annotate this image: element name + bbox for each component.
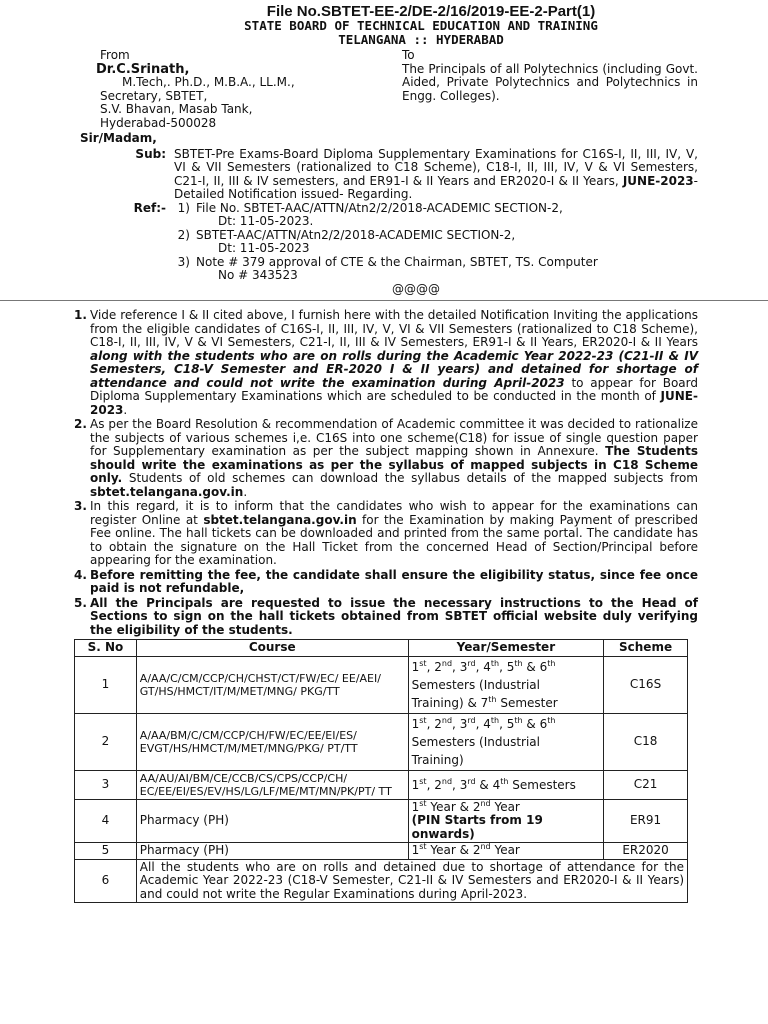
reference-number: 2) <box>177 227 190 242</box>
semester-cell: 1st, 2nd, 3rd, 4th, 5th & 6th Semesters (Industrial Training) <box>408 713 603 770</box>
reference-label: Ref:- <box>133 200 166 215</box>
table-row <box>75 656 688 713</box>
serial-number: 4 <box>75 799 137 843</box>
paragraph-text: Before remitting the fee, the candidate shall ensure the eligibility status, since fee once paid is not refundable, <box>90 567 698 595</box>
to-block <box>390 49 698 130</box>
address-block <box>84 49 698 130</box>
column-header: Course <box>136 640 408 657</box>
course-cell: A/AA/C/CM/CCP/CH/CHST/CT/FW/EC/ EE/AEI/ GT/HS/HMCT/IT/M/MET/MNG/ PKG/TT <box>136 656 408 713</box>
paragraph-number: 1. <box>74 308 87 322</box>
separator-symbols: @@@@ <box>392 281 440 296</box>
column-header: S. No <box>75 640 137 657</box>
paragraph-run: for the Examination by making Payment of prescribed Fee online. The hall tickets can be downloaded and printed from the same portal. The candidate has to obtain the signature on the Hall Ticket from the concerned Head of Section/Principal before appearing for the examination. <box>90 512 698 567</box>
paragraph-number: 5. <box>74 595 87 610</box>
paragraph-number: 2. <box>74 417 87 431</box>
from-block <box>84 49 390 130</box>
reference-text: File No. SBTET-AAC/ATTN/Atn2/2/2018-ACADEMIC SECTION-2, <box>196 200 563 215</box>
board-location: TELANGANA :: HYDERABAD <box>338 32 504 47</box>
reference-date: Dt: 11-05-2023. <box>218 214 314 228</box>
semester-cell: 1st, 2nd, 3rd & 4th Semesters <box>408 770 603 799</box>
table-row <box>75 799 688 843</box>
reference-number: 1) <box>177 200 190 215</box>
subject-block <box>84 148 698 202</box>
eligibility-table <box>74 639 688 903</box>
paragraph-run: to appear for Board Diploma Supplementary Examinations which are scheduled to be conducted in the month of <box>90 375 698 403</box>
paragraph-run: Vide reference I & II cited above, I furnish here with the detailed Notification Inviting the applications from the eligible candidates of C16S-I, II, III, IV, V, VI & VII Semesters (rationalized to C18 Scheme), C18-I, II, III, IV, V & VI Semesters, C21-I, II, III & IV Semesters, ER91-I & II Years, ER2020-I & II Years <box>90 308 698 349</box>
sender-address-line2: Hyderabad-500028 <box>100 115 217 130</box>
table-row <box>75 843 688 860</box>
reference-block <box>84 202 698 283</box>
reference-text: SBTET-AAC/ATTN/Atn2/2/2018-ACADEMIC SECTION-2, <box>196 227 516 242</box>
subject-text <box>174 148 698 202</box>
paragraph-emphasis: along with the students who are on rolls during the Academic Year 2022-23 (C21-II & IV Semesters, C18-V Semester and ER-2020 I & II years) and detained for shortage of attendance and could not write the examination during April-2023 <box>90 348 698 390</box>
reference-number: 3) <box>177 254 190 269</box>
scheme-cell: ER91 <box>604 799 688 843</box>
paragraph-run: . <box>243 484 248 499</box>
reference-text: Note # 379 approval of CTE & the Chairman, SBTET, TS. Computer <box>196 254 598 269</box>
subject-month: JUNE-2023 <box>622 173 694 188</box>
subject-label: Sub: <box>135 146 166 161</box>
paragraph-text <box>90 309 698 417</box>
paragraph-1 <box>74 308 698 417</box>
board-name: STATE BOARD OF TECHNICAL EDUCATION AND TRAINING <box>244 18 598 33</box>
salutation: Sir/Madam, <box>80 131 157 145</box>
course-cell: Pharmacy (PH) <box>136 843 408 860</box>
table-row <box>75 713 688 770</box>
table-header-row <box>75 640 688 657</box>
subject-text-part2: -Detailed Notification issued- Regarding. <box>174 173 698 201</box>
semester-cell: 1st Year & 2nd Year <box>408 843 603 860</box>
paragraph-strong: The Students should write the examinations as per the syllabus of mapped subjects in C18 Scheme only. <box>90 444 698 485</box>
scheme-cell: C21 <box>604 770 688 799</box>
serial-number: 1 <box>75 656 137 713</box>
semester-cell: 1st Year & 2nd Year (PIN Starts from 19 onwards) <box>408 799 603 843</box>
course-cell: AA/AU/AI/BM/CE/CCB/CS/CPS/CCP/CH/ EC/EE/EI/ES/EV/HS/LG/LF/ME/MT/MN/PK/PT/ TT <box>136 770 408 799</box>
paragraph-run: As per the Board Resolution & recommendation of Academic committee it was decided to rationalize the subjects of various schemes i,e. C16S into one scheme(C18) for issue of single question paper for Supplementary examination as per the subject mapping shown in Annexure. <box>90 417 698 458</box>
file-number: File No.SBTET-EE-2/DE-2/16/2019-EE-2-Part(1) <box>266 3 596 20</box>
paragraph-run: . <box>123 402 128 417</box>
serial-number: 6 <box>75 859 137 903</box>
reference-item <box>174 229 698 256</box>
recipient-text: The Principals of all Polytechnics (including Govt. Aided, Private Polytechnics and Polytechnics in Engg. Colleges). <box>402 61 698 103</box>
reference-item <box>174 256 698 283</box>
reference-date: No # 343523 <box>218 268 298 282</box>
paragraph-text: All the Principals are requested to issue the necessary instructions to the Head of Sections to sign on the hall tickets obtained from SBTET official website duly verifying the eligibility of the students. <box>90 595 698 637</box>
table-row <box>75 859 688 903</box>
paragraph-3 <box>74 499 698 568</box>
scheme-cell: ER2020 <box>604 843 688 860</box>
course-cell: Pharmacy (PH) <box>136 799 408 843</box>
column-header: Scheme <box>604 640 688 657</box>
reference-date: Dt: 11-05-2023 <box>218 241 310 255</box>
from-label: From <box>100 48 130 62</box>
sender-qualifications: M.Tech,. Ph.D., M.B.A., LL.M., <box>122 75 295 89</box>
reference-item <box>174 202 698 229</box>
paragraph-text <box>90 500 698 568</box>
website-link[interactable]: sbtet.telangana.gov.in <box>203 512 357 527</box>
paragraph-text <box>90 418 698 499</box>
detained-students-note: All the students who are on rolls and detained due to shortage of attendance for the Academic Year 2022-23 (C18-V Semester, C21-II & IV Semesters and ER2020-I & II Years) and could not write the Regular Examinations during April-2023. <box>136 859 687 903</box>
serial-number: 3 <box>75 770 137 799</box>
to-label: To <box>402 48 415 62</box>
sender-designation: Secretary, SBTET, <box>100 88 208 103</box>
divider <box>0 300 768 301</box>
paragraph-month: JUNE-2023 <box>90 389 698 417</box>
website-link[interactable]: sbtet.telangana.gov.in <box>90 484 244 499</box>
semester-cell: 1st, 2nd, 3rd, 4th, 5th & 6th Semesters (Industrial Training) & 7th Semester <box>408 656 603 713</box>
paragraph-4 <box>74 567 698 596</box>
paragraph-run: Students of old schemes can download the syllabus details of the mapped subjects from <box>128 471 698 485</box>
paragraph-number: 3. <box>74 499 87 513</box>
paragraph-run: In this regard, it is to inform that the candidates who wish to appear for the examinations can register Online at <box>90 499 698 527</box>
sender-name: Dr.C.Srinath, <box>96 61 190 77</box>
subject-text-part1: SBTET-Pre Exams-Board Diploma Supplementary Examinations for C16S-I, II, III, IV, V, VI & VII Semesters (rationalized to C18 Scheme), C18-I, II, III, IV, V & VI Semesters, C21-I, II, III & IV semesters, and ER91-I & II Years and ER2020-I & II Years, <box>174 146 698 188</box>
sender-address-line1: S.V. Bhavan, Masab Tank, <box>100 102 253 116</box>
paragraph-number: 4. <box>74 567 87 582</box>
paragraph-2 <box>74 417 698 499</box>
table-row <box>75 770 688 799</box>
scheme-cell: C18 <box>604 713 688 770</box>
column-header: Year/Semester <box>408 640 603 657</box>
serial-number: 5 <box>75 843 137 860</box>
serial-number: 2 <box>75 713 137 770</box>
paragraph-5 <box>74 595 698 638</box>
reference-list <box>174 202 698 283</box>
course-cell: A/AA/BM/C/CM/CCP/CH/FW/EC/EE/EI/ES/ EVGT/HS/HMCT/M/MET/MNG/PKG/ PT/TT <box>136 713 408 770</box>
scheme-cell: C16S <box>604 656 688 713</box>
